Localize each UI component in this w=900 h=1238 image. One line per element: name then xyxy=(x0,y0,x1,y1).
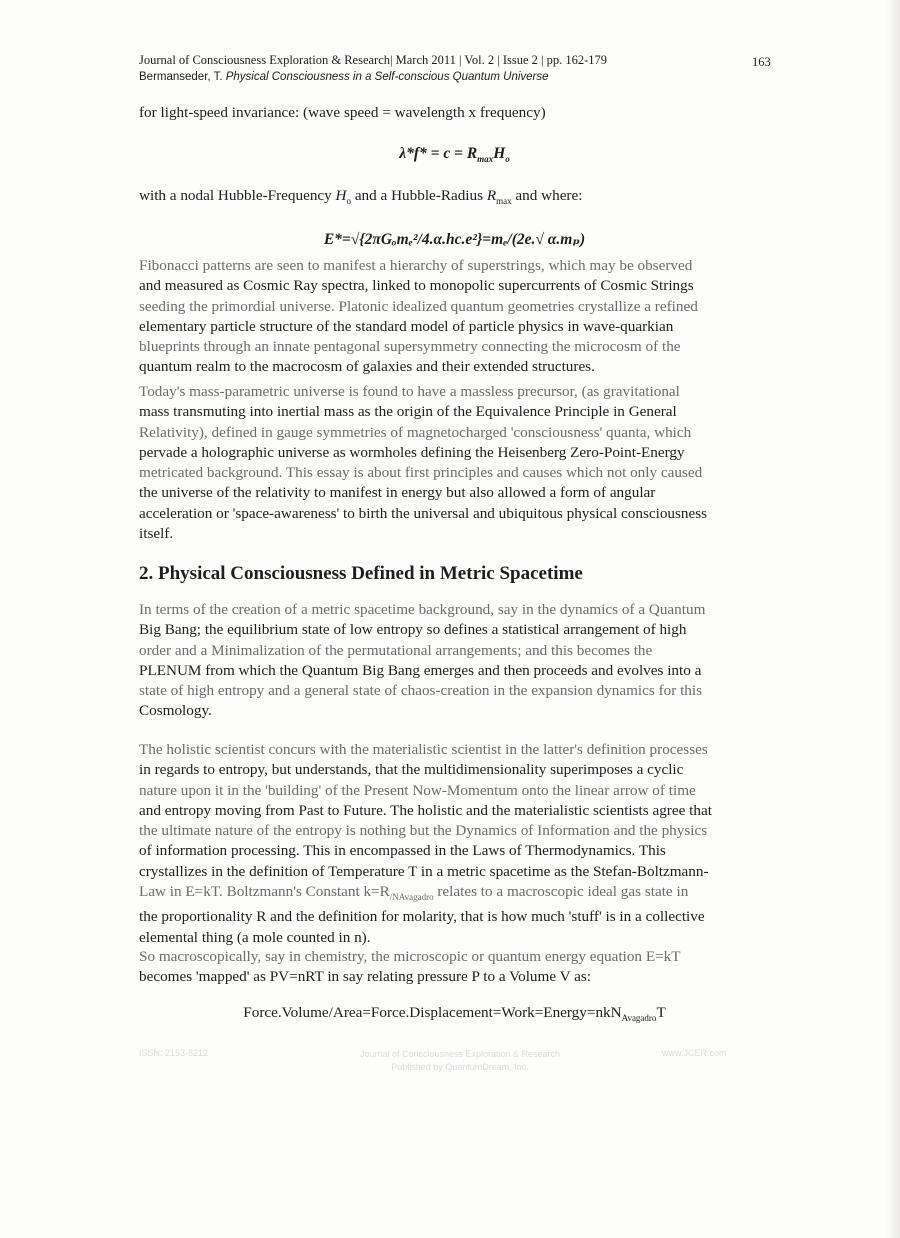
hubble-definition-line: with a nodal Hubble-Frequency $H_o$ and a Hubble-Radius $R_{max}$ and where: xyxy=(139,187,583,207)
paragraph-mass-parametric: Today's mass-parametric universe is found to have a massless precursor, (as gravitational mass transmuting into inertial mass as the origin of the Equivalence Principle in General Relativity), defined in gauge symmetries of magnetocharged 'consciousness' quanta, which pervade a holographic universe as wormholes defining the Heisenberg Zero-Point-Energy metricated background. This essay is about first principles and causes which not only caused the universe of the relativity to manifest in energy but also allowed a form of angular acceleration or 'space-awareness' to birth the universal and ubiquitous physical consciousness itself. xyxy=(139,383,708,543)
intro-line: for light-speed invariance: (wave speed = wavelength x frequency) xyxy=(139,104,546,121)
page-edge-shadow xyxy=(886,0,900,1238)
equation-wave-speed: $\lambda*f* = c = R_{max}H_o$ xyxy=(399,145,510,165)
journal-citation: Journal of Consciousness Exploration & Research| March 2011 | Vol. 2 | Issue 2 | pp. 162-179 xyxy=(139,53,608,67)
paragraph-macroscopic: So macroscopically, say in chemistry, the microscopic or quantum energy equation E=kT becomes 'mapped' as PV=nRT in say relating pressure P to a Volume V as: xyxy=(139,948,681,986)
paragraph-fibonacci: Fibonacci patterns are seen to manifest a hierarchy of superstrings, which may be observed and measured as Cosmic Ray spectra, linked to monopolic supercurrents of Cosmic Strings seeding the primordial universe. Platonic idealized quantum geometries crystallize a refined elementary particle structure of the standard model of particle physics in wave-quarkian blueprints through an innate pentagonal supersymmetry connecting the microcosm of the quantum realm to the macrocosm of galaxies and their extended structures. xyxy=(139,257,698,376)
footer-url: www.JCER.com xyxy=(662,1048,727,1058)
running-header xyxy=(139,52,779,86)
author-name: Bermanseder, T. xyxy=(139,71,223,83)
author-title-line xyxy=(139,69,779,86)
footer-journal: Journal of Consciousness Exploration & Research Published by QuantumDream, Inc. xyxy=(359,1049,561,1072)
paper-title: Physical Consciousness in a Self-conscious Quantum Universe xyxy=(225,71,549,83)
page-number: 163 xyxy=(752,55,771,69)
paragraph-entropy: The holistic scientist concurs with the materialistic scientist in the latter's definition processes in regards to entropy, but understands, that the multidimensionality superimposes a cyclic nature upon it in the 'building' of the Present Now-Momentum onto the linear arrow of time and entropy moving from Past to Future. The holistic and the materialistic scientists agree that the ultimate nature of the entropy is nothing but the Dynamics of Information and the physics of information processing. This in encompassed in the Laws of Thermodynamics. This crystallizes in the definition of Temperature T in a metric spacetime as the Stefan-Boltzmann- Law in E=kT. Boltzmann's Constant $k=R_{/NAvagadro}$ relates to a macroscopic ideal gas state in the proportionality R and the definition for molarity, that is how much 'stuff' is in a collective elemental thing (a mole counted in n). xyxy=(139,741,712,946)
equation-energy: E*=√{2πGₒmₑ²/4.α.hc.e²}=mₑ/(2e.√ α.mₚ) xyxy=(323,231,586,248)
footer-issn: ISSN: 2153-8212 xyxy=(139,1048,209,1058)
paragraph-metric-spacetime: In terms of the creation of a metric spacetime background, say in the dynamics of a Quantum Big Bang; the equilibrium state of low entropy so defines a statistical arrangement of high order and a Minimalization of the permutational arrangements; and this becomes the PLENUM from which the Quantum Big Bang emerges and then proceeds and evolves into a state of high entropy and a general state of chaos-creation in the expansion dynamics for this Cosmology. xyxy=(139,601,706,720)
section-heading: 2. Physical Consciousness Defined in Metric Spacetime xyxy=(139,563,583,584)
equation-work-energy: Force.Volume/Area=Force.Displacement=Work=Energy=nkN$_{Avagadro}$T xyxy=(243,1004,666,1024)
